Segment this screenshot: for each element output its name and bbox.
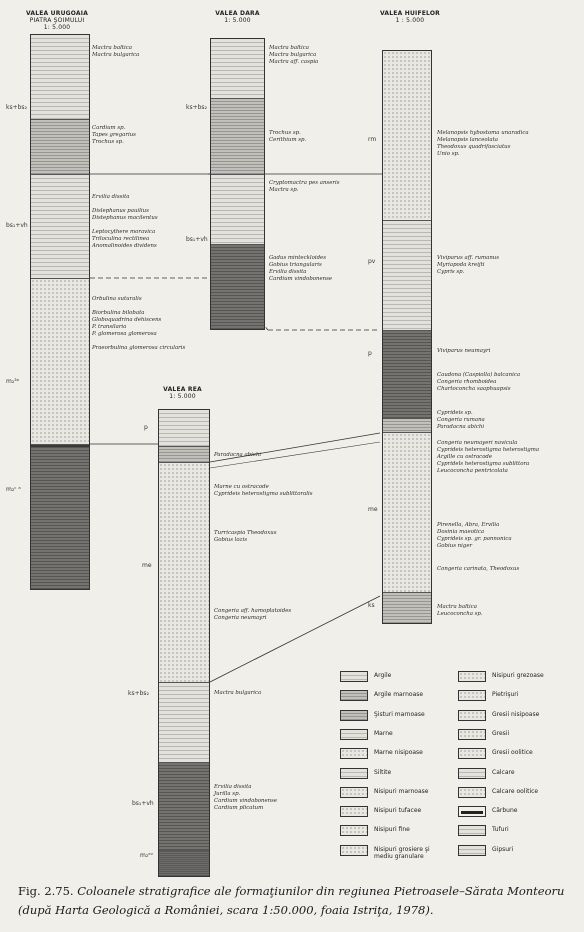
stratum (31, 279, 89, 445)
legend-label: Nisipuri marnoase (374, 787, 429, 795)
legend-label: Gresii (492, 729, 510, 737)
legend-swatch (340, 806, 368, 817)
legend-swatch (458, 710, 486, 721)
column-title-rea: VALEA REA 1: 5.000 (163, 386, 202, 400)
stratum (159, 683, 209, 763)
fossil-list: Ervilia dissita Jurilla sp. Cardium vindobonense Cardium plicatum (214, 784, 278, 811)
legend-label: Tufuri (492, 826, 509, 834)
stratum (159, 763, 209, 851)
legend-label: Argile marnoase (374, 691, 424, 699)
fossil-list: Trochus sp. Cerithium sp. (269, 130, 307, 143)
stratum-label: bs₁+vh (186, 236, 208, 243)
fossil-list: Paradacna abichi (214, 452, 262, 458)
column-title-urugoaia: VALEA URUGOAIA PIATRA ŞOIMULUI 1: 5.000 (25, 10, 89, 31)
stratum (159, 851, 209, 877)
stratum (383, 433, 431, 593)
legend-swatch (458, 806, 486, 817)
legend-swatch (340, 825, 368, 836)
legend-label: Pietrişuri (492, 691, 519, 699)
stratum-label: rm (368, 136, 377, 143)
fossil-list: Marne cu ostracode Cyprideis heterostigma sublittoralis (214, 484, 313, 497)
legend-swatch (458, 748, 486, 759)
figure-caption-text: Coloanele stratigrafice ale formaţiunilor din regiunea Pietroasele–Sărata Monteoru (după Harta Geologică a României, scara 1:50.000, foaia Istriţa, 1978). (18, 884, 565, 917)
stratum (159, 463, 209, 683)
stratum (211, 99, 264, 175)
fossil-list: Melanopsis hybostoma unaradica Melanopsis lanceolata Theodoxus quadrifasciatus Unio sp. (437, 130, 529, 157)
stratum-label: bs₁+vh (132, 800, 154, 807)
fossil-list: Mactra baltica Leucoconcha sp. (437, 604, 483, 617)
legend-swatch (458, 690, 486, 701)
fossil-list: Caudona (Caspiolla) balcanica Congeria rhomboidea Chartoconcha saaphuapsis (437, 372, 521, 392)
fossil-list: Congeria neumayeri navicula Cyprideis heterostigma heterostigma Argille cu ostracode Cypridels heterostigma sublittora Leucoconcha pentricolata (437, 440, 540, 474)
fossil-list: Cryptomactra pes anseris Mactra sp. (269, 180, 340, 193)
legend-label: Gipsuri (492, 845, 514, 853)
stratum (383, 593, 431, 624)
legend-label: Nisipuri fine (374, 826, 410, 834)
stratum-label: m₂³ᵃ (6, 378, 20, 385)
legend-swatch (340, 768, 368, 779)
stratum-label: pv (368, 258, 376, 265)
figure-caption (18, 882, 573, 920)
legend-swatch (340, 671, 368, 682)
stratum (383, 221, 431, 331)
stratum (383, 419, 431, 433)
legend-label: Nisipuri grosiere şi mediu granulare (374, 845, 430, 860)
stratum-label: me (368, 506, 378, 513)
fossil-list: Orbulina suturalis Biorbulina bilobata Globoquadrina dehiscens P. transilaria P. glomerosa glomerosa Praeorbulina glomerosa circularis (92, 296, 186, 351)
fossil-list: Turricaspia Theodoxus Gobius lozis (214, 530, 277, 543)
legend-swatch (458, 787, 486, 798)
column-title-dara: VALEA DARA 1: 5.000 (215, 10, 260, 24)
stratum-label: me (142, 562, 152, 569)
legend-label: Marne nisipoase (374, 749, 423, 757)
legend-label: Gresii oolitice (492, 749, 533, 757)
legend-swatch (458, 671, 486, 682)
stratum-label: ks+bs₂ (128, 690, 149, 697)
stratum-label: m₂ᵉᵛ (140, 852, 154, 859)
legend-swatch (458, 729, 486, 740)
fossil-list: Mactra baltica Mactra bulgarica Mactra aff. caspia (269, 45, 319, 65)
strat-column-dara (210, 38, 265, 330)
coal-band (461, 811, 483, 814)
stratum (211, 39, 264, 99)
legend-label: Calcare oolitice (492, 787, 539, 795)
legend-label: Marne (374, 729, 393, 737)
legend-swatch (340, 845, 368, 856)
strat-column-huifelor (382, 50, 432, 624)
stratum (31, 448, 89, 590)
stratum-label: ks+bs₂ (6, 104, 27, 111)
stratum (159, 410, 209, 447)
legend-label: Şisturi marnoase (374, 710, 425, 718)
stratum (211, 175, 264, 245)
legend-label: Calcare (492, 768, 515, 776)
stratum-label: p (368, 350, 372, 357)
figure-number: Fig. 2.75. (18, 884, 74, 898)
legend-swatch (340, 787, 368, 798)
stratum-label: m₂ᶜ ᵃ (6, 486, 21, 493)
fossil-list: Mactra baltica Mactra bulgarica (92, 45, 140, 58)
legend-swatch (340, 710, 368, 721)
legend-label: Gresii nisipoase (492, 710, 540, 718)
stratum (383, 51, 431, 221)
legend-swatch (340, 690, 368, 701)
stratum-label: p (144, 424, 148, 431)
legend-label: Nisipuri grezoase (492, 672, 544, 679)
fossil-list: Congeria carinata, Theodoxus (437, 566, 520, 572)
fossil-list: Mactra bulgarica (214, 690, 262, 696)
stratum (31, 175, 89, 279)
legend-swatch (340, 729, 368, 740)
stratum (211, 245, 264, 330)
fossil-list: Ervilia dissita Dislephanus pauilius Distephanus macilentus Leptocythere moravica Triloculina rectilinea Anomalinoides dividens (92, 194, 158, 249)
fossil-list: Pirenella, Abra, Ervilia Dosinia maeotica Cyprideis sp. gr. pannonica Gobius niger (437, 522, 512, 549)
stratum (31, 35, 89, 120)
fossil-list: Viviparus aff. rumanus Myriapoda kreijti Cypris sp. (437, 255, 500, 275)
stratum-label: ks (368, 602, 375, 609)
legend-swatch (458, 825, 486, 836)
legend-swatch (340, 748, 368, 759)
fossil-list: Gadus minteckloides Gobius triangularis Ervilia dissita Cardium vindobonense (269, 255, 333, 282)
stratum-label: ks+bs₂ (186, 104, 207, 111)
legend-label: Nisipuri tufacee (374, 807, 422, 815)
stratum (31, 120, 89, 175)
fossil-list: Cyprideis sp. Congeria rumana Paradacna abichi (437, 410, 485, 430)
legend-swatch (458, 845, 486, 856)
stratum-label: bs₁+vh (6, 222, 28, 229)
legend-label: Cărbune (492, 807, 518, 815)
fossil-list: Viviparus neumayri (437, 348, 491, 354)
fossil-list: Congeria aff. hamoplatoides Congeria neumayri (214, 608, 292, 621)
fossil-list: Cardium sp. Tapes gregarius Trochus sp. (92, 125, 136, 145)
stratum (159, 447, 209, 463)
legend-label: Siltite (374, 768, 392, 776)
legend-label: Argile (374, 672, 392, 679)
legend-swatch (458, 768, 486, 779)
column-title-huifelor: VALEA HUIFELOR 1 : 5.000 (380, 10, 440, 24)
stratum (383, 331, 431, 419)
strat-column-rea (158, 409, 210, 877)
strat-column-urugoaia (30, 34, 90, 590)
